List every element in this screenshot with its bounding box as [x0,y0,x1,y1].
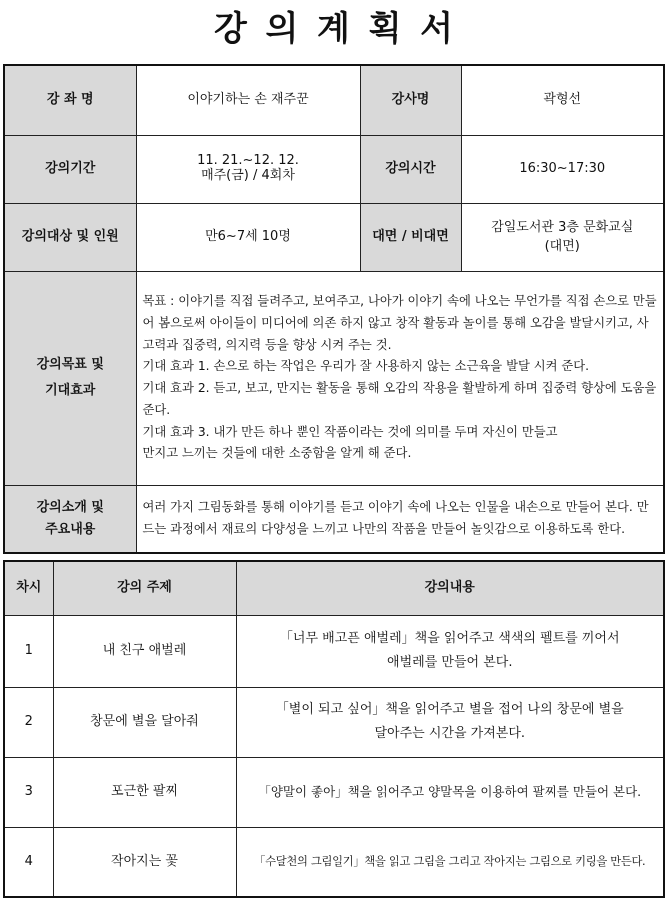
instructor-value: 곽형선 [461,65,664,135]
header-topic: 강의 주제 [53,561,236,615]
goal-text: 목표 : 이야기를 직접 들려주고, 보여주고, 나아가 이야기 속에 나오는 무언가를 직접 손으로 만들어 봄으로써 아이들이 미디어에 의존 하지 않고 창작 활동과 놀이를 통해 오감을 발달시키고, 사고력과 집중력, 의지력 등을 향상 시켜 주는 것. 기대 효과 1. 손으로 하는 작업은 우리가 잘 사용하지 않는 소근육을 발달 시켜 준다. 기대 효과 2. 듣고, 보고, 만지는 활동을 통해 오감의 작용을 활발하게 하며 집중력 향상에 도움을 준다. 기대 효과 3. 내가 만든 하나 뿐인 작품이라는 것에 의미를 두며 자신이 만들고 만지고 느끼는 것들에 대한 소중함을 알게 해 준다. [136,271,664,485]
target-value: 만6~7세 10명 [136,203,360,271]
intro-label: 강의소개 및 주요내용 [4,485,136,553]
table-row [4,757,664,827]
session-number: 3 [4,757,53,827]
header-content: 강의내용 [236,561,664,615]
course-info-table [3,64,665,554]
goal-label: 강의목표 및 기대효과 [4,271,136,485]
target-label: 강의대상 및 인원 [4,203,136,271]
table-row [4,615,664,687]
session-number: 4 [4,827,53,897]
session-content: 「너무 배고픈 애벌레」책을 읽어주고 색색의 펠트를 끼어서 애벌레를 만들어 본다. [236,615,664,687]
session-topic: 포근한 팔찌 [53,757,236,827]
session-content: 「별이 되고 싶어」책을 읽어주고 별을 접어 나의 창문에 별을 달아주는 시간을 가져본다. [236,687,664,757]
table-row [4,827,664,897]
session-content: 「양말이 좋아」책을 읽어주고 양말목을 이용하여 팔찌를 만들어 본다. [236,757,664,827]
session-number: 1 [4,615,53,687]
course-name-label: 강 좌 명 [4,65,136,135]
course-name-value: 이야기하는 손 재주꾼 [136,65,360,135]
instructor-label: 강사명 [360,65,461,135]
time-value: 16:30~17:30 [461,135,664,203]
session-topic: 내 친구 애벌레 [53,615,236,687]
period-value: 11. 21.~12. 12. 매주(금) / 4회차 [136,135,360,203]
table-row [4,687,664,757]
session-topic: 창문에 별을 달아줘 [53,687,236,757]
schedule-table [3,560,665,898]
intro-text: 여러 가지 그림동화를 통해 이야기를 듣고 이야기 속에 나오는 인물을 내손으로 만들어 본다. 만드는 과정에서 재료의 다양성을 느끼고 나만의 작품을 만들어 놀잇감으로 이용하도록 한다. [136,485,664,553]
session-topic: 작아지는 꽃 [53,827,236,897]
mode-value: 감일도서관 3층 문화교실 (대면) [461,203,664,271]
mode-label: 대면 / 비대면 [360,203,461,271]
header-session: 차시 [4,561,53,615]
session-number: 2 [4,687,53,757]
session-content: 「수달천의 그림일기」책을 읽고 그림을 그리고 작아지는 그림으로 키링을 만든다. [236,827,664,897]
period-label: 강의기간 [4,135,136,203]
time-label: 강의시간 [360,135,461,203]
document-title: 강의계획서 [213,9,472,49]
